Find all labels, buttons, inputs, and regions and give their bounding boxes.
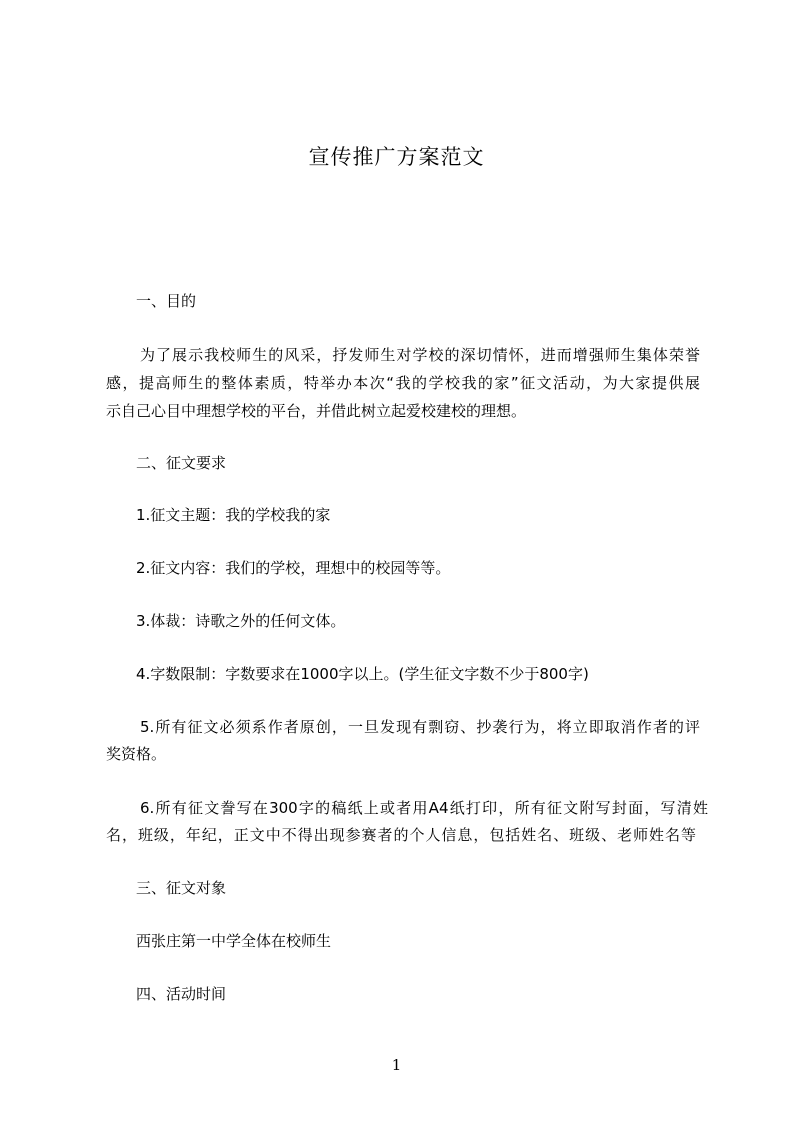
section-heading-purpose: 一、目的 xyxy=(136,292,197,310)
list-item: 4.字数限制：字数要求在1000字以上。(学生征文字数不少于800字) xyxy=(136,665,589,683)
paragraph-line: 为了展示我校师生的风采，抒发师生对学校的深切情怀，进而增强师生集体荣誉 xyxy=(140,346,700,364)
list-item: 2.征文内容：我们的学校，理想中的校园等等。 xyxy=(136,559,451,577)
paragraph-line: 感，提高师生的整体素质，特举办本次“我的学校我的家”征文活动，为大家提供展 xyxy=(106,374,700,392)
section-heading-schedule: 四、活动时间 xyxy=(136,985,227,1003)
list-item-continuation: 奖资格。 xyxy=(106,745,167,763)
document-title: 宣传推广方案范文 xyxy=(308,145,485,169)
list-item: 5.所有征文必须系作者原创，一旦发现有剽窃、抄袭行为，将立即取消作者的评 xyxy=(140,718,700,736)
list-item: 1.征文主题：我的学校我的家 xyxy=(136,506,331,524)
page-number: 1 xyxy=(391,1056,402,1074)
list-item-continuation: 名，班级，年纪，正文中不得出现参赛者的个人信息，包括姓名、班级、老师姓名等 xyxy=(106,826,696,844)
list-item: 3.体裁：诗歌之外的任何文体。 xyxy=(136,612,346,630)
paragraph-line: 示自己心目中理想学校的平台，并借此树立起爱校建校的理想。 xyxy=(106,402,527,420)
participants-text: 西张庄第一中学全体在校师生 xyxy=(136,932,332,950)
section-heading-requirements: 二、征文要求 xyxy=(136,454,227,472)
list-item: 6.所有征文誊写在300字的稿纸上或者用A4纸打印，所有征文附写封面，写清姓 xyxy=(140,799,708,817)
section-heading-participants: 三、征文对象 xyxy=(136,879,227,897)
